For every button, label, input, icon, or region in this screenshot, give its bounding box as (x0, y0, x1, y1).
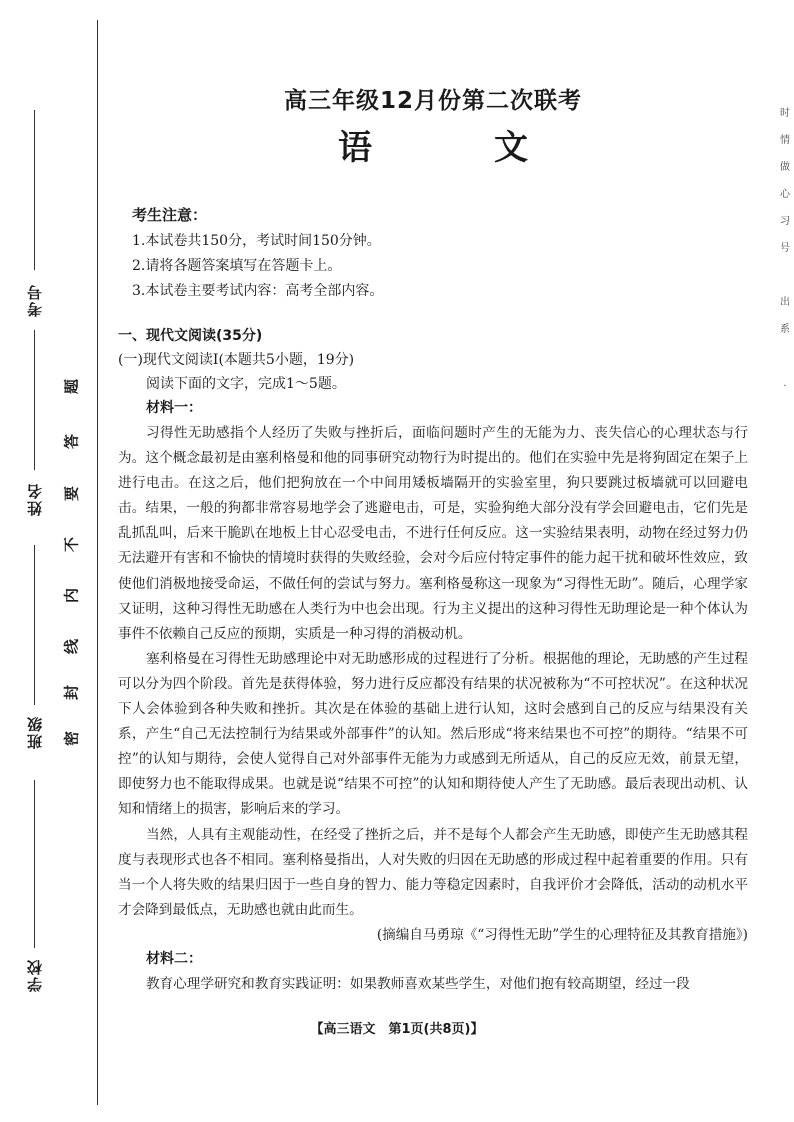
candidate-notes (118, 204, 748, 305)
notes-item: 1.本试卷共150分，考试时间150分钟。 (132, 233, 381, 249)
material-two-label: 材料二： (146, 950, 202, 967)
material-one-label: 材料一： (146, 400, 202, 416)
name-label: 姓名 (26, 482, 44, 516)
seal-notice-char: 封 (62, 685, 81, 701)
bleed-char: 时 (780, 108, 790, 119)
exam-number-field[interactable] (34, 110, 35, 270)
passage-paragraph: 教育心理学研究和教育实践证明：如果教师喜欢某些学生，对他们抱有较高期望，经过一段 (146, 975, 690, 992)
bleed-char: 心 (780, 189, 790, 200)
right-edge-bleed (776, 100, 794, 397)
page-footer: 【高三语文 第1页(共8页)】 (310, 1022, 484, 1037)
passage-paragraph: 当然，人具有主观能动性，在经受了挫折之后，并不是每个人都会产生无助感，即使产生无助感其程度与表现形式也各不相同。塞利格曼指出，人对失败的归因在无助感的形成过程中起着重要的作用。只有当一个人将失败的结果归因于一些自身的智力、能力等稳定因素时，自我评价才会降低，活动的动机水平才会降到最低点，无助感也就由此而生。 (118, 826, 748, 918)
section-heading: 一、现代文阅读(35分) (118, 328, 263, 344)
bleed-char: 习 (780, 216, 790, 227)
exam-page (118, 82, 748, 997)
seal-notice-char: 线 (62, 639, 81, 655)
seal-notice-char: 题 (62, 379, 81, 395)
reading-instruction: 阅读下面的文字，完成1～5题。 (146, 376, 346, 392)
seal-notice-char: 要 (62, 486, 81, 502)
seal-notice-char: 答 (62, 434, 81, 450)
bleed-char: 做 (780, 162, 790, 173)
bleed-char (776, 262, 794, 289)
school-field[interactable] (34, 780, 35, 948)
bleed-char (776, 343, 794, 370)
class-field[interactable] (34, 545, 35, 705)
binding-strip (0, 0, 112, 1122)
passage-paragraph: 习得性无助感指个人经历了失败与挫折后，面临问题时产生的无能为力、丧失信心的心理状态与行为。这个概念最初是由塞利格曼和他的同事研究动物行为时提出的。他们在实验中先是将狗固定在架子上进行电击。在这之后，他们把狗放在一个中间用矮板墙隔开的实验室里，狗只要跳过板墙就可以回避电击。结果，一般的狗都非常容易地学会了逃避电击，可是，实验狗绝大部分没有学会回避电击，它们先是乱抓乱叫，后来干脆趴在地板上甘心忍受电击，不进行任何反应。这一实验结果表明，动物在经过努力仍无法避开有害和不愉快的情境时获得的失败经验，会对今后应付特定事件的能力起干扰和破坏性效应，致使他们消极地接受命运，不做任何的尝试与努力。塞利格曼称这一现象为“习得性无助”。随后，心理学家又证明，这种习得性无助感在人类行为中也会出现。行为主义提出的这种习得性无助理论是一种个体认为事件不依赖自己反应的预期，实质是一种习得的消极动机。 (118, 425, 748, 642)
bleed-char: 出 (780, 297, 790, 308)
subsection-heading: (一)现代文阅读Ⅰ(本题共5小题，19分) (118, 352, 355, 368)
notes-item: 3.本试卷主要考试内容：高考全部内容。 (132, 283, 384, 299)
bleed-char: 系 (780, 324, 790, 335)
exam-number-label: 考号 (26, 283, 44, 317)
subject-title: 语 文 (338, 128, 572, 168)
name-field[interactable] (34, 330, 35, 470)
seal-notice-char: 不 (62, 537, 81, 553)
bleed-char: 情 (780, 135, 790, 146)
school-label: 学校 (26, 958, 44, 992)
notes-heading: 考生注意： (132, 206, 208, 224)
class-label: 班级 (26, 715, 44, 749)
passage-paragraph: 塞利格曼在习得性无助感理论中对无助感形成的过程进行了分析。根据他的理论，无助感的产生过程可以分为四个阶段。首先是获得体验，努力进行反应都没有结果的状况被称为“不可控状况”。在这种状况下人会体验到各种失败和挫折。其次是在体验的基础上进行认知，这时会感到自己的反应与结果没有关系，产生“自己无法控制行为结果或外部事件”的认知。然后形成“将来结果也不可控”的期待。“结果不可控”的认知与期待，会使人觉得自己对外部事件无能为力或感到无所适从，自己的反应无效，前景无望，即使努力也不能取得成果。也就是说“结果不可控”的认知和期待使人产生了无助感。最后表现出动机、认知和情绪上的损害，影响后来的学习。 (118, 650, 748, 818)
passage-source: (摘编自马勇琼《“习得性无助”学生的心理特征及其教育措施》) (376, 926, 748, 943)
notes-item: 2.请将各题答案填写在答题卡上。 (132, 258, 342, 274)
bleed-char: . (783, 378, 787, 389)
bleed-char: 号 (780, 243, 790, 254)
binding-line (97, 20, 98, 1105)
seal-notice-char: 密 (62, 731, 81, 747)
exam-title: 高三年级12月份第二次联考 (283, 88, 582, 114)
seal-notice-char: 内 (62, 588, 81, 604)
